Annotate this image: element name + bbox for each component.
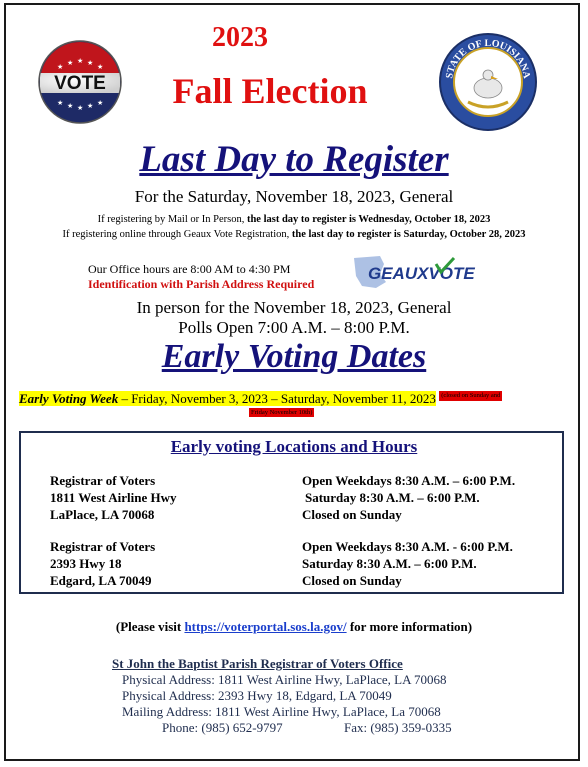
svg-text:★: ★: [87, 59, 94, 67]
svg-text:★: ★: [77, 57, 84, 65]
office-hours: Our Office hours are 8:00 AM to 4:30 PM: [88, 262, 291, 276]
svg-text:★: ★: [97, 63, 104, 71]
polls-hours: Polls Open 7:00 A.M. – 8:00 P.M.: [178, 318, 410, 337]
last-day-heading: Last Day to Register: [139, 139, 449, 180]
phone-number: Phone: (985) 652-9797: [162, 720, 283, 735]
identification-notice: Identification with Parish Address Required: [88, 277, 315, 291]
locations-title: Early voting Locations and Hours: [170, 437, 418, 456]
general-election-subline: For the Saturday, November 18, 2023, General: [134, 187, 454, 206]
louisiana-seal-icon: [438, 32, 538, 132]
svg-text:★: ★: [97, 99, 104, 107]
location-1-hours: Open Weekdays 8:30 A.M. – 6:00 P.M. Saturday 8:30 A.M. – 6:00 P.M. Closed on Sunday: [302, 473, 516, 522]
registrar-office-title: St John the Baptist Parish Registrar of Voters Office: [112, 656, 403, 671]
election-year: 2023: [212, 22, 268, 53]
mail-deadline: If registering by Mail or In Person, the last day to register is Wednesday, October 18, 2023: [97, 214, 491, 225]
svg-text:★: ★: [67, 59, 74, 67]
svg-text:★: ★: [87, 102, 94, 110]
svg-text:GEAUXVOTE: GEAUXVOTE: [368, 264, 475, 283]
visit-info: (Please visit https://voterportal.sos.la.gov/ for more information): [115, 619, 473, 634]
election-title: Fall Election: [172, 71, 368, 111]
online-deadline: If registering online through Geaux Vote Registration, the last day to register is Saturday, October 28, 2023: [62, 229, 526, 240]
early-voting-heading: Early Voting Dates: [161, 338, 427, 375]
physical-address-1: Physical Address: 1811 West Airline Hwy, LaPlace, LA 70068: [122, 672, 447, 687]
geaux-vote-logo: [350, 252, 475, 292]
mailing-address: Mailing Address: 1811 West Airline Hwy, LaPlace, La 70068: [122, 704, 441, 719]
svg-text:VOTE: VOTE: [54, 73, 106, 94]
location-1-address: Registrar of Voters 1811 West Airline Hwy LaPlace, LA 70068: [50, 473, 177, 522]
svg-text:★: ★: [57, 99, 64, 107]
location-2-address: Registrar of Voters 2393 Hwy 18 Edgard, LA 70049: [50, 539, 156, 588]
vote-badge-icon: [38, 40, 122, 124]
svg-text:★: ★: [57, 63, 64, 71]
closed-note: (closed on Sunday and: [441, 392, 501, 399]
closed-note-continued: Friday November 10th): [251, 409, 313, 416]
svg-text:STATE OF LOUISIANA: STATE OF LOUISIANA: [444, 37, 532, 80]
location-2-hours: Open Weekdays 8:30 A.M. - 6:00 P.M. Saturday 8:30 A.M. – 6:00 P.M. Closed on Sunday: [302, 539, 513, 588]
in-person-line: In person for the November 18, 2023, General: [136, 298, 452, 317]
physical-address-2: Physical Address: 2393 Hwy 18, Edgard, LA 70049: [122, 688, 392, 703]
svg-text:★: ★: [67, 102, 74, 110]
voter-portal-link[interactable]: https://voterportal.sos.la.gov/: [184, 619, 347, 634]
early-voting-week: Early Voting Week – Friday, November 3, 2023 – Saturday, November 11, 2023 (closed on Sunday and: [19, 391, 501, 406]
fax-number: Fax: (985) 359-0335: [344, 720, 452, 735]
svg-text:★: ★: [77, 104, 84, 112]
